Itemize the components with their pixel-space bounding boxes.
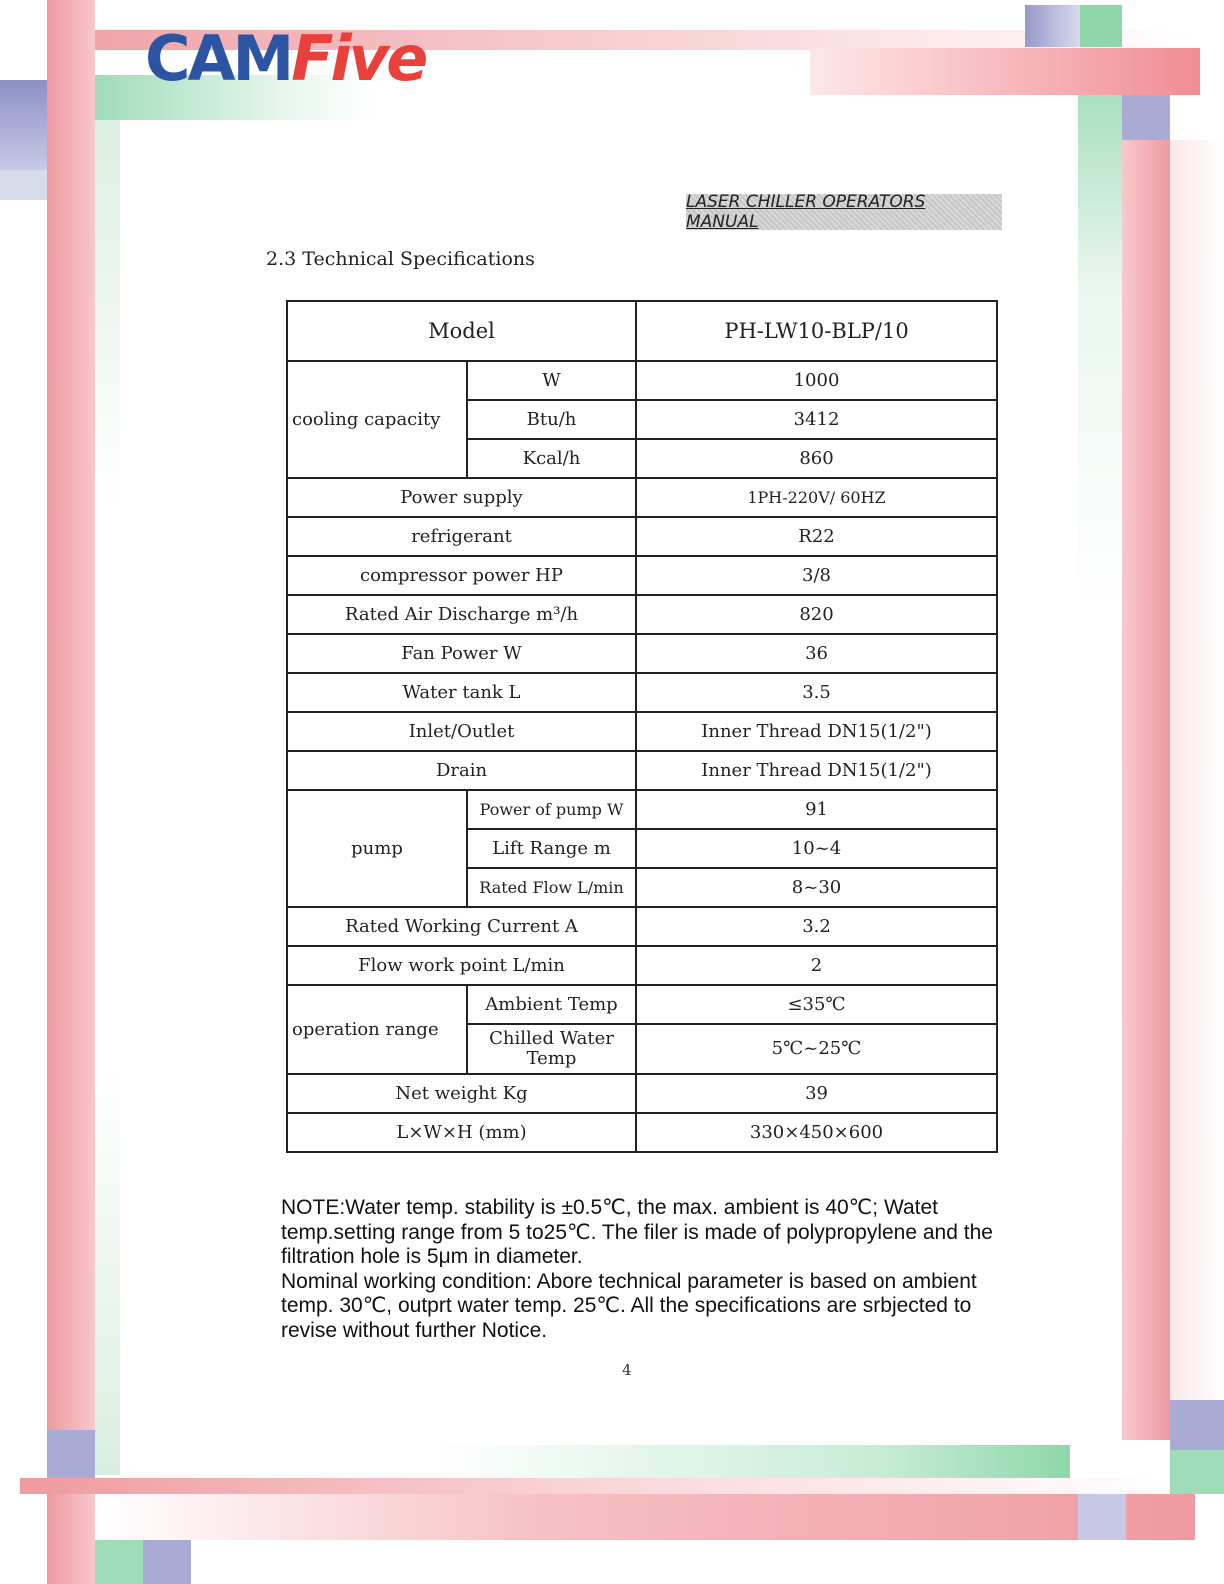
- air-discharge-label: Rated Air Discharge m³/h: [287, 595, 636, 634]
- inlet-outlet-value: Inner Thread DN15(1/2"): [636, 712, 997, 751]
- refrigerant-value: R22: [636, 517, 997, 556]
- table-row: [287, 517, 997, 556]
- flow-work-point-value: 2: [636, 946, 997, 985]
- cooling-value: 3412: [636, 400, 997, 439]
- pump-value: 8~30: [636, 868, 997, 907]
- frame-block: [1170, 1400, 1224, 1450]
- frame-stripe-right-green: [1078, 95, 1122, 1395]
- operation-unit: Ambient Temp: [467, 985, 636, 1024]
- cooling-unit: W: [467, 361, 636, 400]
- refrigerant-label: refrigerant: [287, 517, 636, 556]
- frame-stripe-bottom-2: [95, 1494, 1195, 1540]
- note-paragraph: Nominal working condition: Abore technical parameter is based on ambient temp. 30℃, outprt water temp. 25℃. All the specifications are srbjected to revise without further Notice.: [281, 1269, 977, 1342]
- drain-value: Inner Thread DN15(1/2"): [636, 751, 997, 790]
- operation-value: 5℃~25℃: [636, 1024, 997, 1074]
- power-supply-value: 1PH-220V/ 60HZ: [636, 478, 997, 517]
- dimensions-value: 330×450×600: [636, 1113, 997, 1152]
- manual-title: LASER CHILLER OPERATORS MANUAL: [686, 192, 926, 232]
- frame-block: [95, 1540, 143, 1584]
- table-row: [287, 985, 997, 1024]
- brand-logo: [145, 22, 425, 95]
- model-value: PH-LW10-BLP/10: [636, 301, 997, 361]
- table-row: [287, 1113, 997, 1152]
- operation-range-label: operation range: [287, 985, 467, 1074]
- table-row: [287, 712, 997, 751]
- cooling-capacity-label: cooling capacity: [287, 361, 467, 478]
- page-number: 4: [622, 1361, 632, 1379]
- frame-block: [1170, 1450, 1224, 1494]
- note-paragraph: NOTE:Water temp. stability is ±0.5℃, the max. ambient is 40℃; Watet temp.setting range from 5 to25℃. The filer is made of polypropylene and the filtration hole is 5μm in diameter.: [281, 1196, 993, 1268]
- frame-block: [1122, 95, 1170, 140]
- operation-value: ≤35℃: [636, 985, 997, 1024]
- frame-block: [0, 170, 47, 200]
- compressor-power-value: 3/8: [636, 556, 997, 595]
- frame-stripe-bottom-green: [430, 1445, 1070, 1480]
- pump-value: 10~4: [636, 829, 997, 868]
- table-row: [287, 1074, 997, 1113]
- flow-work-point-label: Flow work point L/min: [287, 946, 636, 985]
- table-row: [287, 556, 997, 595]
- compressor-power-label: compressor power HP: [287, 556, 636, 595]
- table-row: [287, 634, 997, 673]
- pump-unit: Power of pump W: [467, 790, 636, 829]
- manual-title-banner: [686, 194, 1002, 230]
- section-title: 2.3 Technical Specifications: [266, 248, 535, 270]
- spec-table: [286, 300, 998, 1153]
- working-current-value: 3.2: [636, 907, 997, 946]
- logo-text-five: Five: [291, 22, 426, 95]
- table-row: [287, 790, 997, 829]
- pump-label: pump: [287, 790, 467, 907]
- table-row: [287, 751, 997, 790]
- cooling-value: 1000: [636, 361, 997, 400]
- frame-stripe-bottom: [20, 1478, 1180, 1494]
- cooling-unit: Btu/h: [467, 400, 636, 439]
- inlet-outlet-label: Inlet/Outlet: [287, 712, 636, 751]
- fan-power-label: Fan Power W: [287, 634, 636, 673]
- frame-stripe-left-green: [95, 95, 120, 1475]
- net-weight-label: Net weight Kg: [287, 1074, 636, 1113]
- frame-block: [47, 1430, 95, 1478]
- frame-block: [1078, 1494, 1126, 1540]
- note-block: [281, 1196, 1001, 1343]
- pump-unit: Lift Range m: [467, 829, 636, 868]
- dimensions-label: L×W×H (mm): [287, 1113, 636, 1152]
- pump-value: 91: [636, 790, 997, 829]
- power-supply-label: Power supply: [287, 478, 636, 517]
- pump-unit: Rated Flow L/min: [467, 868, 636, 907]
- table-row: [287, 946, 997, 985]
- frame-stripe-left: [47, 0, 95, 1584]
- air-discharge-value: 820: [636, 595, 997, 634]
- net-weight-value: 39: [636, 1074, 997, 1113]
- fan-power-value: 36: [636, 634, 997, 673]
- frame-block: [0, 80, 47, 170]
- table-row: [287, 595, 997, 634]
- table-row: [287, 478, 997, 517]
- cooling-value: 860: [636, 439, 997, 478]
- logo-text-cam: CAM: [145, 22, 292, 95]
- model-label: Model: [287, 301, 636, 361]
- water-tank-label: Water tank L: [287, 673, 636, 712]
- working-current-label: Rated Working Current A: [287, 907, 636, 946]
- table-row: [287, 361, 997, 400]
- frame-stripe-top-right: [810, 48, 1200, 95]
- cooling-unit: Kcal/h: [467, 439, 636, 478]
- frame-block: [1025, 5, 1080, 47]
- table-row: [287, 673, 997, 712]
- frame-stripe-right-fade: [1170, 140, 1224, 1440]
- frame-stripe-right: [1122, 140, 1170, 1440]
- frame-block: [1080, 5, 1122, 47]
- water-tank-value: 3.5: [636, 673, 997, 712]
- table-row: [287, 907, 997, 946]
- table-row: [287, 301, 997, 361]
- operation-unit: Chilled Water Temp: [467, 1024, 636, 1074]
- frame-block: [143, 1540, 191, 1584]
- drain-label: Drain: [287, 751, 636, 790]
